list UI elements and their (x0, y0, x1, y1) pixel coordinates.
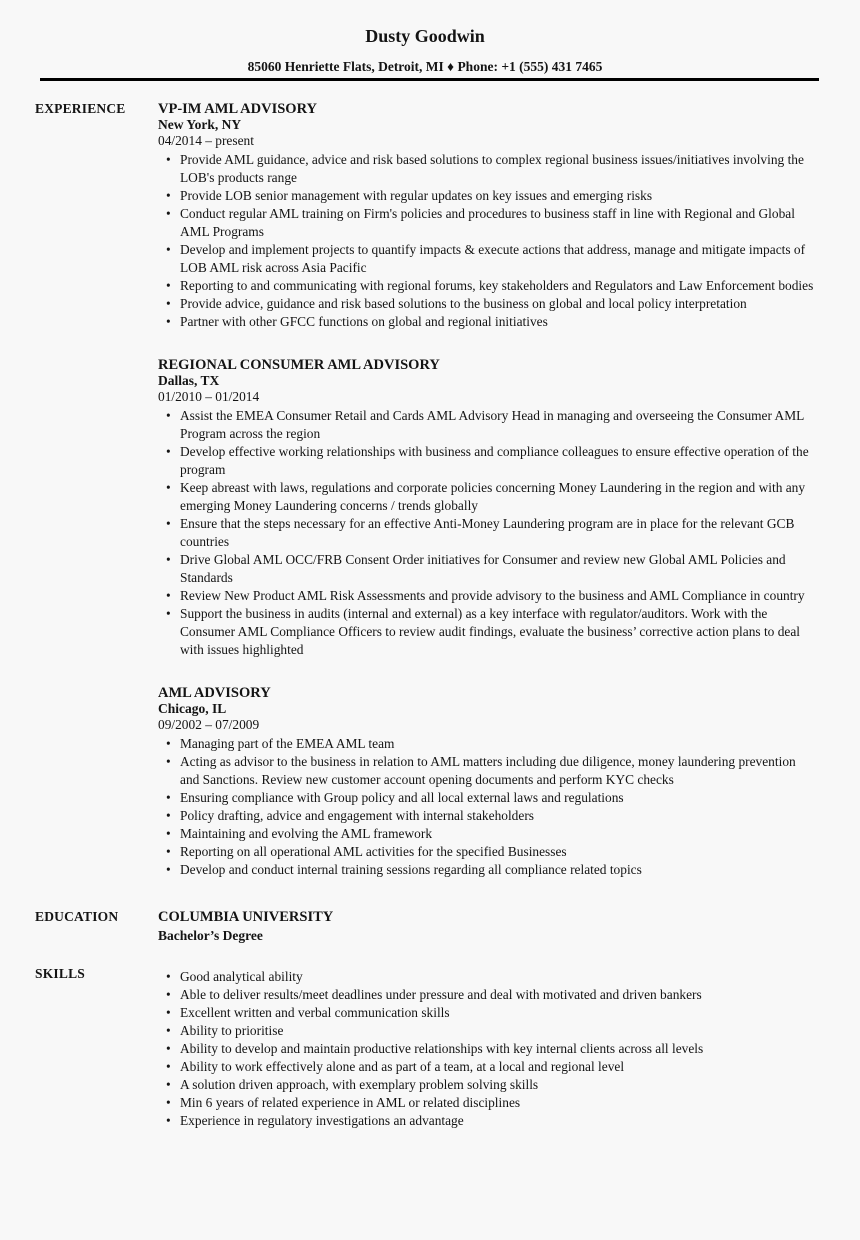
job-location: New York, NY (158, 117, 242, 132)
job-bullet-list (158, 151, 815, 331)
bullet-item: • Assist the EMEA Consumer Retail and Cards AML Advisory Head in managing and overseeing the Consumer AML Program across the region (158, 407, 815, 443)
job-entry (158, 685, 815, 879)
experience-section (35, 101, 815, 879)
school-name: COLUMBIA UNIVERSITY (158, 909, 334, 925)
resume-header (35, 26, 815, 75)
bullet-item: • Conduct regular AML training on Firm's policies and procedures to business staff in line with Regional and Global AML Programs (158, 205, 815, 241)
job-dates: 09/2002 – 07/2009 (158, 717, 260, 732)
section-label-education: EDUCATION (35, 909, 119, 924)
bullet-item: • Develop and implement projects to quantify impacts & execute actions that address, manage and mitigate impacts of LOB AML risk across Asia Pacific (158, 241, 815, 277)
job-bullet-list (158, 407, 815, 659)
bullet-item: • Ability to develop and maintain productive relationships with key internal clients across all levels (158, 1040, 815, 1058)
skills-bullet-list (158, 968, 815, 1130)
job-location: Dallas, TX (158, 373, 220, 388)
job-dates: 04/2014 – present (158, 133, 254, 148)
bullet-item: • Reporting on all operational AML activities for the specified Businesses (158, 843, 815, 861)
degree: Bachelor’s Degree (158, 928, 263, 943)
section-label-experience: EXPERIENCE (35, 101, 126, 116)
candidate-name: Dusty Goodwin (365, 26, 485, 46)
job-title: VP-IM AML ADVISORY (158, 101, 317, 117)
bullet-item: • A solution driven approach, with exemplary problem solving skills (158, 1076, 815, 1094)
skills-section (35, 966, 815, 1130)
bullet-item: • Develop effective working relationships with business and compliance colleagues to ensure effective operation of the program (158, 443, 815, 479)
education-content (158, 909, 815, 944)
job-title: REGIONAL CONSUMER AML ADVISORY (158, 357, 440, 373)
section-label-skills: SKILLS (35, 966, 85, 981)
bullet-item: • Min 6 years of related experience in AML or related disciplines (158, 1094, 815, 1112)
header-divider (40, 78, 819, 81)
skills-content (158, 966, 815, 1130)
bullet-item: • Provide AML guidance, advice and risk based solutions to complex regional business issues/initiatives involving the LOB's products range (158, 151, 815, 187)
bullet-item: • Provide LOB senior management with regular updates on key issues and emerging risks (158, 187, 815, 205)
job-dates: 01/2010 – 01/2014 (158, 389, 260, 404)
bullet-item: • Policy drafting, advice and engagement with internal stakeholders (158, 807, 815, 825)
bullet-item: • Experience in regulatory investigations an advantage (158, 1112, 815, 1130)
bullet-item: • Able to deliver results/meet deadlines under pressure and deal with motivated and driven bankers (158, 986, 815, 1004)
bullet-item: • Ensuring compliance with Group policy and all local external laws and regulations (158, 789, 815, 807)
bullet-item: • Ensure that the steps necessary for an effective Anti-Money Laundering program are in place for the relevant GCB countries (158, 515, 815, 551)
job-bullet-list (158, 735, 815, 879)
job-entry (158, 101, 815, 331)
education-section (35, 909, 815, 944)
bullet-item: • Reporting to and communicating with regional forums, key stakeholders and Regulators and Law Enforcement bodies (158, 277, 815, 295)
job-entry (158, 357, 815, 659)
job-title: AML ADVISORY (158, 685, 271, 701)
bullet-item: • Acting as advisor to the business in relation to AML matters including due diligence, money laundering prevention and Sanctions. Review new customer account opening documents and perform KYC checks (158, 753, 815, 789)
job-location: Chicago, IL (158, 701, 227, 716)
bullet-item: • Good analytical ability (158, 968, 815, 986)
bullet-item: • Partner with other GFCC functions on global and regional initiatives (158, 313, 815, 331)
bullet-item: • Review New Product AML Risk Assessments and provide advisory to the business and AML Compliance in country (158, 587, 815, 605)
bullet-item: • Keep abreast with laws, regulations and corporate policies concerning Money Laundering in the region and with any emerging Money Laundering concerns / trends globally (158, 479, 815, 515)
bullet-item: • Drive Global AML OCC/FRB Consent Order initiatives for Consumer and review new Global AML Policies and Standards (158, 551, 815, 587)
contact-info: 85060 Henriette Flats, Detroit, MI ♦ Phone: +1 (555) 431 7465 (247, 59, 603, 74)
bullet-item: • Develop and conduct internal training sessions regarding all compliance related topics (158, 861, 815, 879)
bullet-item: • Ability to work effectively alone and as part of a team, at a local and regional level (158, 1058, 815, 1076)
bullet-item: • Maintaining and evolving the AML framework (158, 825, 815, 843)
bullet-item: • Ability to prioritise (158, 1022, 815, 1040)
bullet-item: • Managing part of the EMEA AML team (158, 735, 815, 753)
experience-content (158, 101, 815, 879)
bullet-item: • Provide advice, guidance and risk based solutions to the business on global and local policy interpretation (158, 295, 815, 313)
bullet-item: • Support the business in audits (internal and external) as a key interface with regulator/auditors. Work with the Consumer AML Compliance Officers to review audit findings, evaluate the business’ corrective action plans to deal with issues highlighted (158, 605, 815, 659)
bullet-item: • Excellent written and verbal communication skills (158, 1004, 815, 1022)
